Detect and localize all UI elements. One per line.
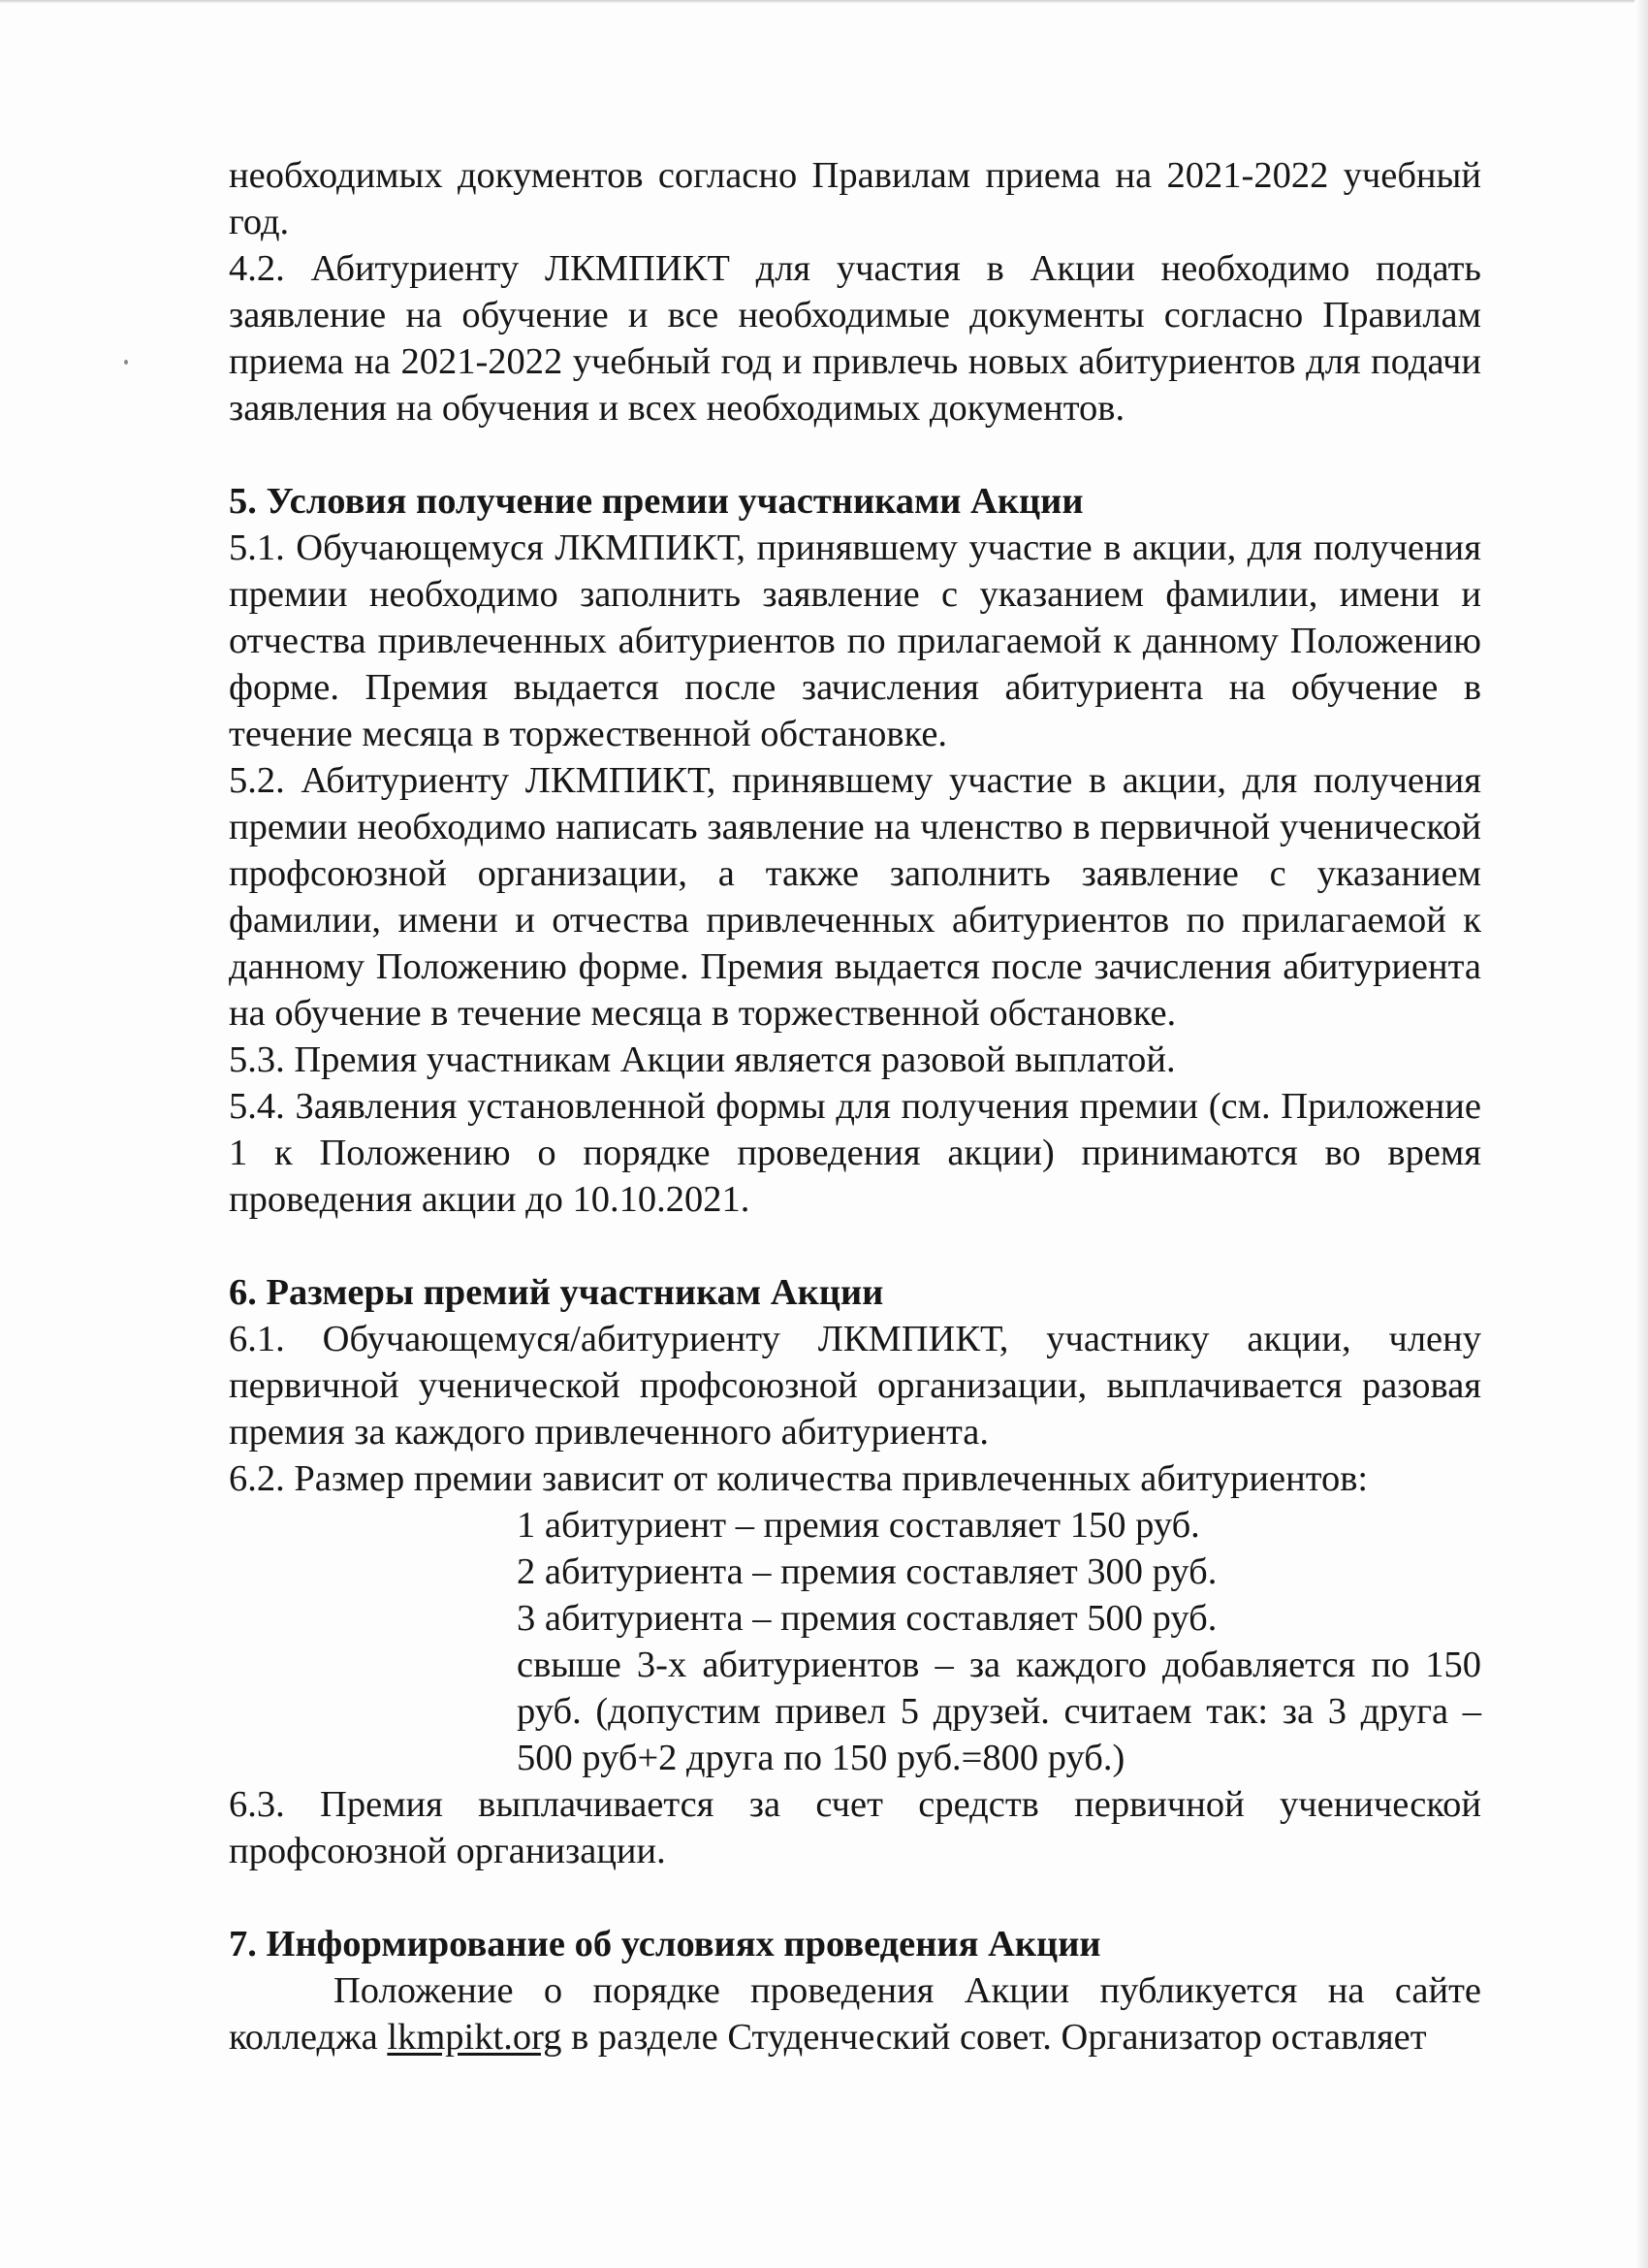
tier-3: 3 абитуриента – премия составляет 500 руб. bbox=[517, 1598, 1218, 1639]
clause-5-3: 5.3. Премия участникам Акции является разовой выплатой. bbox=[229, 1039, 1176, 1080]
clause-6-1: 6.1. Обучающемуся/абитуриенту ЛКМПИКТ, участнику акции, члену первичной ученической профсоюзной организации, выплачивается разовая премия за каждого привлеченного абитуриента. bbox=[229, 1319, 1481, 1453]
tier-more: свыше 3-х абитуриентов – за каждого добавляется по 150 руб. (допустим привел 5 друзей. считаем так: за 3 друга – 500 руб+2 друга по 150 руб.=800 руб.) bbox=[517, 1645, 1481, 1778]
clause-6-3: 6.3. Премия выплачивается за счет средств первичной ученической профсоюзной организации. bbox=[229, 1784, 1481, 1871]
site-link[interactable]: lkmpikt.org bbox=[387, 2017, 562, 2058]
intro-continuation: необходимых документов согласно Правилам приема на 2021-2022 учебный год. bbox=[229, 155, 1481, 242]
clause-4-2: 4.2. Абитуриенту ЛКМПИКТ для участия в Акции необходимо подать заявление на обучение и все необходимые документы согласно Правилам приема на 2021-2022 учебный год и привлечь новых абитуриентов для подачи заявления на обучения и всех необходимых документов. bbox=[229, 248, 1481, 429]
tier-1: 1 абитуриент – премия составляет 150 руб. bbox=[517, 1505, 1200, 1546]
clause-6-2: 6.2. Размер премии зависит от количества привлеченных абитуриентов: bbox=[229, 1458, 1369, 1499]
clause-7-text bbox=[229, 1967, 1481, 2060]
clause-5-1: 5.1. Обучающемуся ЛКМПИКТ, принявшему участие в акции, для получения премии необходимо заполнить заявление с указанием фамилии, имени и отчества привлеченных абитуриентов по прилагаемой к данному Положению форме. Премия выдается после зачисления абитуриента на обучение в течение месяца в торжественной обстановке. bbox=[229, 527, 1481, 754]
clause-7-text-after: в разделе Студенческий совет. Организатор оставляет bbox=[561, 2017, 1427, 2058]
scan-top-edge bbox=[0, 0, 1648, 3]
scan-speck bbox=[124, 360, 128, 365]
document-body bbox=[229, 152, 1481, 2060]
clause-7-text-before: Положение о порядке проведения Акции публикуется на сайте колледжа bbox=[229, 1970, 1481, 2058]
section-7-heading: 7. Информирование об условиях проведения Акции bbox=[229, 1924, 1101, 1965]
clause-5-4: 5.4. Заявления установленной формы для получения премии (см. Приложение 1 к Положению о порядке проведения акции) принимаются во время проведения акции до 10.10.2021. bbox=[229, 1086, 1481, 1220]
tier-2: 2 абитуриента – премия составляет 300 руб. bbox=[517, 1551, 1218, 1592]
premium-tiers-list bbox=[517, 1502, 1481, 1781]
scan-right-edge bbox=[1634, 0, 1648, 2268]
section-6-heading: 6. Размеры премий участникам Акции bbox=[229, 1272, 884, 1313]
section-5-heading: 5. Условия получение премии участниками Акции bbox=[229, 481, 1084, 522]
clause-5-2: 5.2. Абитуриенту ЛКМПИКТ, принявшему участие в акции, для получения премии необходимо написать заявление на членство в первичной ученической профсоюзной организации, а также заполнить заявление с указанием фамилии, имени и отчества привлеченных абитуриентов по прилагаемой к данному Положению форме. Премия выдается после зачисления абитуриента на обучение в течение месяца в торжественной обстановке. bbox=[229, 760, 1481, 1034]
